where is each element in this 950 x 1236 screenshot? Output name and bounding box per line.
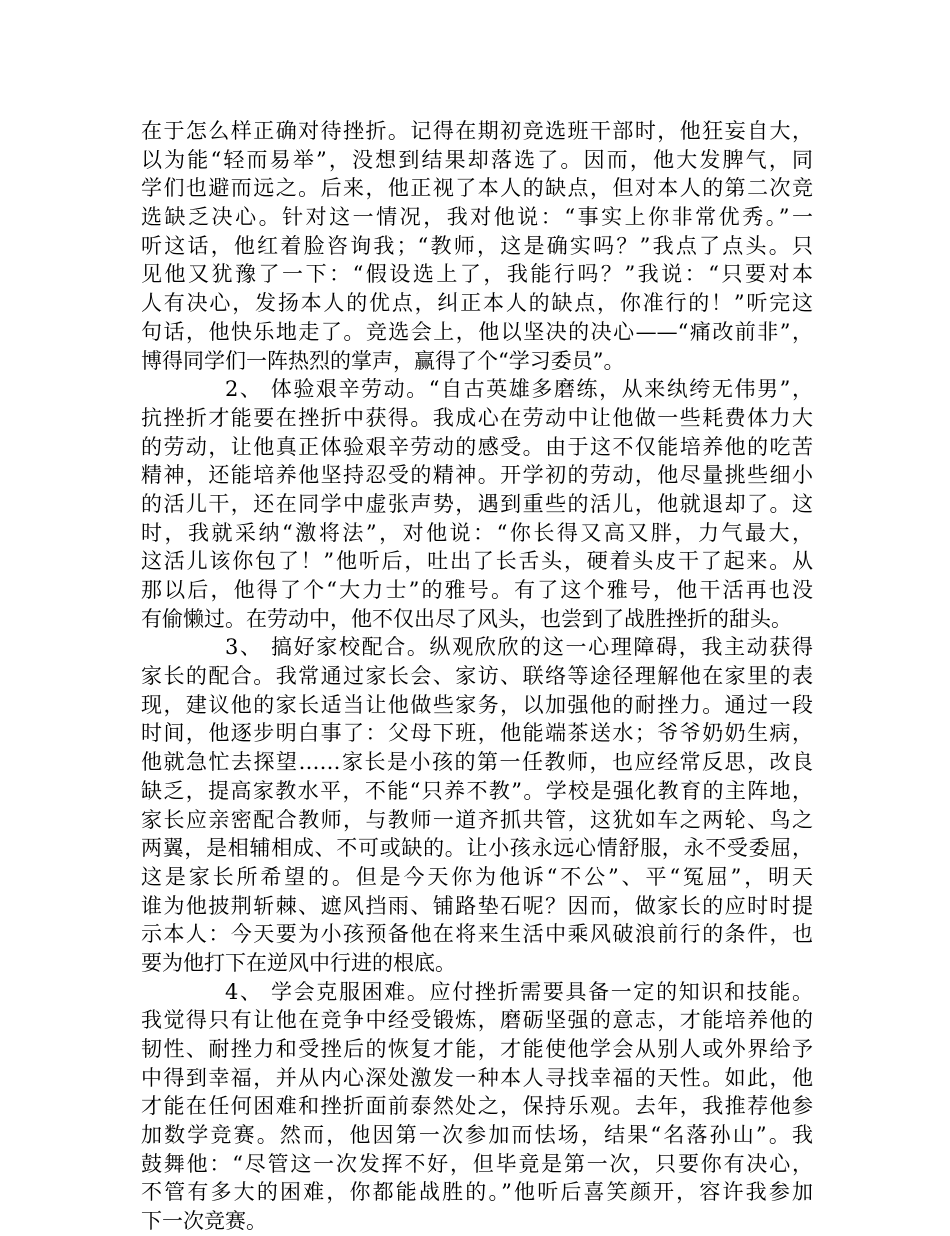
- text-line: 博得同学们一阵热烈的掌声，赢得了个“学习委员”。: [141, 348, 625, 373]
- text-line: 现，建议他的家长适当让他做些家务，以加强他的耐挫力。通过一段: [141, 692, 813, 717]
- text-line: 句话，他快乐地走了。竞选会上，他以坚决的决心——“痛改前非”，: [141, 319, 813, 344]
- text-line: 在于怎么样正确对待挫折。记得在期初竞选班干部时，他狂妄自大，: [141, 119, 813, 143]
- text-line: 人有决心，发扬本人的优点，纠正本人的缺点，你准行的！”听完这: [141, 291, 813, 316]
- text-line: 谁为他披荆斩棘、遮风挡雨、铺路垫石呢？因而，做家长的应时时提: [141, 893, 813, 918]
- text-line: 我觉得只有让他在竞争中经受锻炼，磨砺坚强的意志，才能培养他的: [141, 1008, 813, 1033]
- text-line: 时，我就采纳“激将法”，对他说：“你长得又高又胖，力气最大，: [141, 520, 813, 545]
- text-line: 这是家长所希望的。但是今天你为他诉“不公”、平“冤屈”，明天: [141, 864, 813, 889]
- text-line: 韧性、耐挫力和受挫后的恢复才能，才能使他学会从别人或外界给予: [141, 1037, 813, 1061]
- text-line: 鼓舞他：“尽管这一次发挥不好，但毕竟是第一次，只要你有决心，: [141, 1151, 813, 1176]
- text-line: 2、 体验艰辛劳动。“自古英雄多磨练，从来纨绔无伟男”，: [225, 377, 813, 402]
- text-line: 学们也避而远之。后来，他正视了本人的缺点，但对本人的第二次竞: [141, 176, 813, 201]
- text-line: 他就急忙去探望……家长是小孩的第一任教师，也应经常反思，改良: [141, 750, 813, 775]
- text-line: 家长的配合。我常通过家长会、家访、联络等途径理解他在家里的表: [141, 664, 813, 689]
- text-line: 抗挫折才能要在挫折中获得。我成心在劳动中让他做一些耗费体力大: [141, 405, 813, 430]
- text-line: 家长应亲密配合教师，与教师一道齐抓共管，这犹如车之两轮、鸟之: [141, 807, 813, 832]
- text-line: 精神，还能培养他坚持忍受的精神。开学初的劳动，他尽量挑些细小: [141, 463, 813, 488]
- text-line: 有偷懒过。在劳动中，他不仅出尽了风头，也尝到了战胜挫折的甜头。: [141, 606, 792, 631]
- text-line: 下一次竞赛。: [141, 1209, 267, 1234]
- text-line: 不管有多大的困难，你都能战胜的。”他听后喜笑颜开，容许我参加: [141, 1180, 813, 1205]
- text-line: 要为他打下在逆风中行进的根底。: [141, 950, 456, 975]
- text-line: 示本人：今天要为小孩预备他在将来生活中乘风破浪前行的条件，也: [141, 922, 813, 947]
- text-line: 加数学竞赛。然而，他因第一次参加而怯场，结果“名落孙山”。我: [141, 1123, 813, 1148]
- text-line: 缺乏，提高家教水平，不能“只养不教”。学校是强化教育的主阵地，: [141, 778, 813, 803]
- text-line: 以为能“轻而易举”，没想到结果却落选了。因而，他大发脾气，同: [141, 147, 813, 172]
- text-line: 中得到幸福，并从内心深处激发一种本人寻找幸福的天性。如此，他: [141, 1065, 813, 1090]
- text-line: 那以后，他得了个“大力士”的雅号。有了这个雅号，他干活再也没: [141, 578, 813, 602]
- text-line: 两翼，是相辅相成、不可或缺的。让小孩永远心情舒服，永不受委屈，: [141, 836, 813, 861]
- text-line: 4、 学会克服困难。应付挫折需要具备一定的知识和技能。: [225, 979, 813, 1004]
- text-line: 的活儿干，还在同学中虚张声势，遇到重些的活儿，他就退却了。这: [141, 491, 813, 516]
- text-line: 才能在任何困难和挫折面前泰然处之，保持乐观。去年，我推荐他参: [141, 1094, 813, 1119]
- text-line: 这活儿该你包了！”他听后，吐出了长舌头，硬着头皮干了起来。从: [141, 549, 813, 574]
- text-line: 听这话，他红着脸咨询我；“教师，这是确实吗？”我点了点头。只: [141, 233, 813, 258]
- text-line: 选缺乏决心。针对这一情况，我对他说：“事实上你非常优秀。”一: [141, 205, 813, 230]
- text-line: 见他又犹豫了一下：“假设选上了，我能行吗？”我说：“只要对本: [141, 262, 813, 287]
- document-body: [141, 117, 813, 1236]
- text-line: 的劳动，让他真正体验艰辛劳动的感受。由于这不仅能培养他的吃苦: [141, 434, 813, 459]
- text-line: 3、 搞好家校配合。纵观欣欣的这一心理障碍，我主动获得: [225, 635, 813, 660]
- text-line: 时间，他逐步明白事了：父母下班，他能端茶送水；爷爷奶奶生病，: [141, 721, 813, 746]
